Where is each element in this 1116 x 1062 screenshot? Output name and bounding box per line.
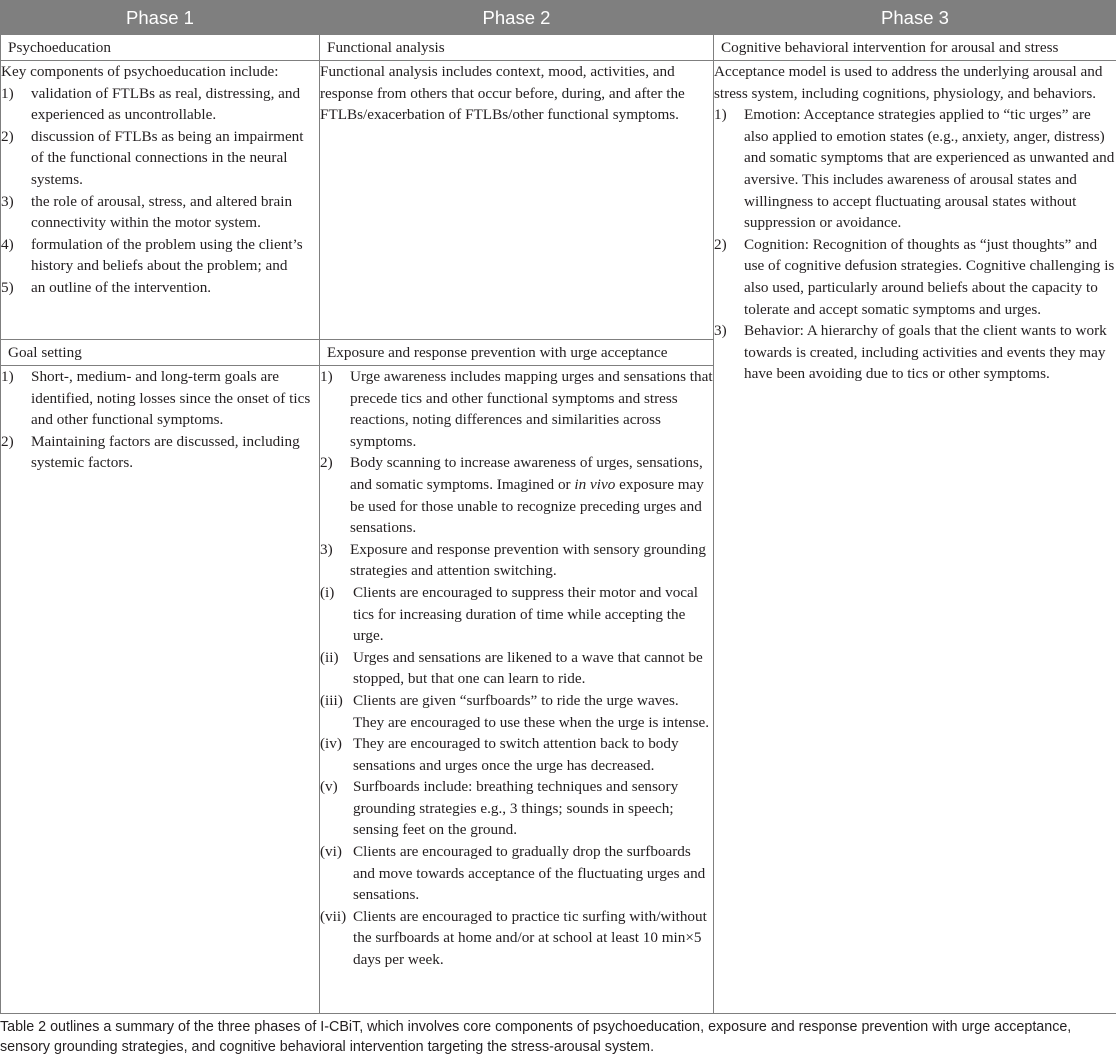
functional-analysis-title: Functional analysis xyxy=(320,35,714,61)
list-item: (v) Surfboards include: breathing techniques and sensory grounding strategies e.g., 3 things; sounds in speech; sensing feet on the ground. xyxy=(320,778,679,839)
list-item: 4) formulation of the problem using the client’s history and beliefs about the problem; and xyxy=(1,235,303,275)
goal-setting-list xyxy=(1,366,319,474)
list-item: 1) Urge awareness includes mapping urges and sensations that precede tics and other functional symptoms and stress reactions, noting differences and similarities across symptoms. xyxy=(320,368,713,450)
cbi-list xyxy=(714,104,1116,385)
goal-setting-title: Goal setting xyxy=(1,340,320,366)
erp-cell xyxy=(320,366,714,1014)
list-item: 2) discussion of FTLBs as being an impairment of the functional connections in the neural systems. xyxy=(1,127,304,188)
psychoeducation-title: Psychoeducation xyxy=(1,35,320,61)
header-phase-1: Phase 1 xyxy=(1,1,320,35)
list-item: 1) Emotion: Acceptance strategies applied to “tic urges” are also applied to emotion states (e.g., anxiety, anger, distress) and somatic symptoms that are experienced as unwanted and aversive. This includes awareness of arousal states and willingness to accept fluctuating arousal states without suppression or avoidance. xyxy=(714,106,1115,232)
psychoeducation-cell xyxy=(1,61,320,340)
list-item: 3) the role of arousal, stress, and altered brain connectivity within the motor system. xyxy=(1,192,293,232)
list-item: (iv) They are encouraged to switch attention back to body sensations and urges once the urge has decreased. xyxy=(320,735,679,774)
list-item: (vii) Clients are encouraged to practice tic surfing with/without the surfboards at home and/or at school at least 10 min×5 days per week. xyxy=(320,907,707,969)
header-row xyxy=(1,1,1116,35)
functional-analysis-text: Functional analysis includes context, mood, activities, and response from others that occur before, during, and after the FTLBs/exacerbation of FTLBs/other functional symptoms. xyxy=(320,63,685,124)
header-phase-2: Phase 2 xyxy=(320,1,714,35)
psychoeducation-intro: Key components of psychoeducation include: xyxy=(1,63,279,80)
functional-analysis-cell xyxy=(320,61,714,340)
cbi-title: Cognitive behavioral intervention for arousal and stress xyxy=(714,35,1116,61)
psychoeducation-list xyxy=(1,83,319,299)
table-caption: Table 2 outlines a summary of the three phases of I-CBiT, which involves core components of psychoeducation, exposure and response prevention with urge acceptance, sensory grounding strategies, and cognitive behavioral intervention targeting the stress-arousal system. xyxy=(0,1019,1072,1055)
list-item: 2) Maintaining factors are discussed, including systemic factors. xyxy=(1,432,300,472)
list-item: (vi) Clients are encouraged to gradually drop the surfboards and move towards acceptance of the fluctuating urges and sensations. xyxy=(320,843,706,904)
goal-setting-cell xyxy=(1,366,320,1014)
list-item: 3) Behavior: A hierarchy of goals that the client wants to work towards is created, including activities and events they may have been avoiding due to tics or other symptoms. xyxy=(714,322,1107,383)
cbi-cell xyxy=(714,61,1116,1014)
list-item: 1) Short-, medium- and long-term goals are identified, noting losses since the onset of tics and other functional symptoms. xyxy=(1,368,311,429)
erp-sublist xyxy=(320,582,713,971)
erp-title: Exposure and response prevention with urge acceptance xyxy=(320,340,714,366)
section-title-row-1 xyxy=(1,35,1116,61)
list-item: 1) validation of FTLBs as real, distressing, and experienced as uncontrollable. xyxy=(1,84,301,124)
list-item: 5) an outline of the intervention. xyxy=(1,278,212,296)
list-item: 2) Body scanning to increase awareness of urges, sensations, and somatic symptoms. Imagined or in vivo exposure may be used for those unable to recognize preceding urges and sensations. xyxy=(320,454,704,537)
list-item: 2) Cognition: Recognition of thoughts as “just thoughts” and use of cognitive defusion strategies. Cognitive challenging is also used, particularly around beliefs about the capacity to tolerate and accept somatic symptoms and urges. xyxy=(714,235,1115,318)
erp-list xyxy=(320,366,713,582)
list-item: (iii) Clients are given “surfboards” to ride the urge waves. They are encouraged to use these when the urge is intense. xyxy=(320,691,710,731)
list-item: 3) Exposure and response prevention with sensory grounding strategies and attention switching. xyxy=(320,540,706,580)
cbi-intro: Acceptance model is used to address the underlying arousal and stress system, including cognitions, physiology, and behaviors. xyxy=(714,63,1103,102)
list-item: (ii) Urges and sensations are likened to a wave that cannot be stopped, but that one can learn to ride. xyxy=(320,648,703,688)
list-item: (i) Clients are encouraged to suppress their motor and vocal tics for increasing duration of time while accepting the urge. xyxy=(320,583,698,645)
content-row-1 xyxy=(1,61,1116,340)
header-phase-3: Phase 3 xyxy=(714,1,1116,35)
